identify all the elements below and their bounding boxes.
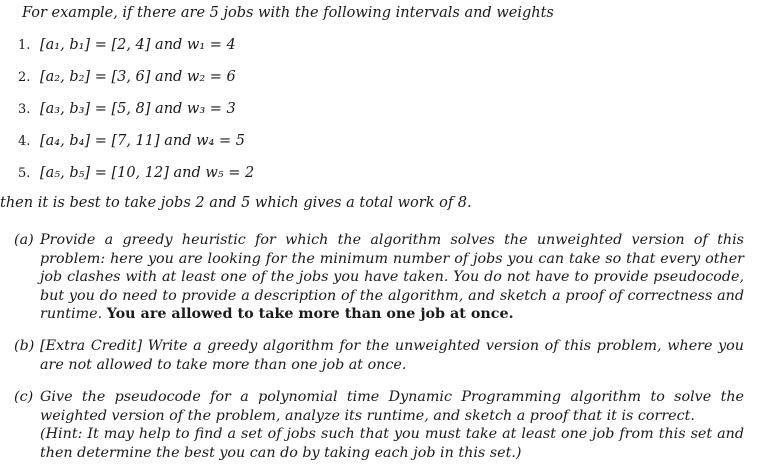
job-interval: [a₂, b₂] = [3, 6] and w₂ = 6 bbox=[40, 69, 236, 85]
part-a-bold-note: You are allowed to take more than one job at once. bbox=[106, 306, 514, 322]
part-a-text: Provide a greedy heuristic for which the algorithm solves the unweighted version of this problem: here you are looking for the minimum number of jobs you can take so that every other job clashes with at least one of the jobs you have taken. You do not have to provide pseudocode, but you do need to provide a description of the algorithm, and sketch a proof of correctness and runtime. bbox=[40, 232, 744, 322]
conclusion-text: then it is best to take jobs 2 and 5 which gives a total work of 8. bbox=[0, 195, 472, 211]
list-item bbox=[18, 100, 236, 119]
item-number: 4. bbox=[18, 134, 31, 149]
part-label: (a) bbox=[14, 232, 34, 248]
part-b-text: [Extra Credit] Write a greedy algorithm for the unweighted version of this problem, where you are not allowed to take more than one job at once. bbox=[40, 338, 744, 373]
part-label: (b) bbox=[14, 338, 35, 354]
part-c-text: Give the pseudocode for a polynomial time Dynamic Programming algorithm to solve the weighted version of the problem, analyze its runtime, and sketch a proof that it is correct. bbox=[40, 389, 744, 424]
intro-text: For example, if there are 5 jobs with the following intervals and weights bbox=[22, 5, 554, 21]
list-item bbox=[18, 68, 236, 87]
job-interval: [a₄, b₄] = [7, 11] and w₄ = 5 bbox=[40, 133, 245, 149]
list-item bbox=[18, 36, 236, 55]
job-interval: [a₃, b₃] = [5, 8] and w₃ = 3 bbox=[40, 101, 236, 117]
item-number: 1. bbox=[18, 38, 31, 53]
part-b bbox=[14, 337, 744, 374]
part-c-body bbox=[40, 388, 744, 462]
part-label: (c) bbox=[14, 389, 34, 405]
item-number: 5. bbox=[18, 166, 31, 181]
list-item bbox=[18, 164, 254, 183]
part-a bbox=[14, 231, 744, 324]
part-c bbox=[14, 388, 744, 462]
part-a-body bbox=[40, 231, 744, 324]
item-number: 2. bbox=[18, 70, 31, 85]
list-item bbox=[18, 132, 245, 151]
part-c-hint: (Hint: It may help to find a set of jobs such that you must take at least one job from this set and then determine the best you can do by taking each job in this set.) bbox=[40, 426, 744, 461]
job-interval: [a₅, b₅] = [10, 12] and w₅ = 2 bbox=[40, 165, 255, 181]
job-interval: [a₁, b₁] = [2, 4] and w₁ = 4 bbox=[40, 37, 236, 53]
item-number: 3. bbox=[18, 102, 31, 117]
